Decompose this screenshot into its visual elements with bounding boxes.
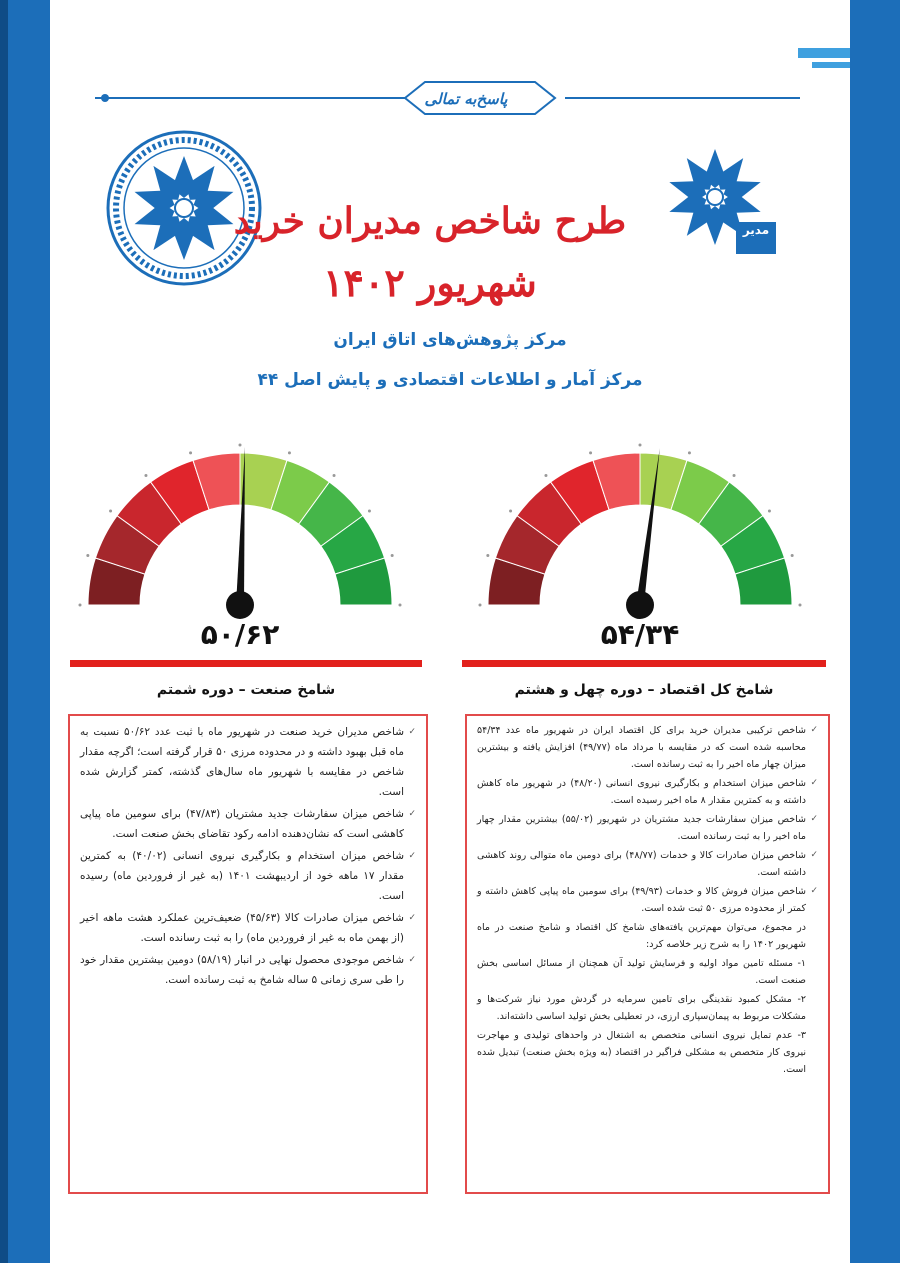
overall-pmi-value: ۵۴/۳۴ [600,618,680,651]
industry-gauge-tick [368,509,371,512]
overall-column-heading: شامخ کل اقتصاد – دوره چهل و هشتم [514,682,774,698]
organization-line-1: مرکز پژوهش‌های اتاق ایران [333,330,567,350]
organization-line-2: مرکز آمار و اطلاعات اقتصادی و پایش اصل ۴۴ [257,370,643,390]
logo-right-text: مدیر [736,222,776,254]
industry-finding: ✓ شاخص میزان استخدام و بکارگیری نیروی انسانی (۴۰/۰۲) به کمترین مقدار ۱۷ ماهه خود از اردیبهشت ۱۴۰۱ (به غیر از فروردین ماه) رسیده است. [80,846,416,906]
overall-gauge-tick [791,554,794,557]
overall-summary-item: ۲- مشکل کمبود نقدینگی برای تامین سرمایه در گردش مورد نیاز شرکت‌ها و مشکلات مربوط به پیمان‌سپاری ارزی، در تعطیلی بخش تولید اساسی داشته‌اند. [477,994,806,1022]
industry-gauge-tick [144,474,147,477]
industry-gauge-tick [288,451,291,454]
overall-divider [462,660,826,667]
overall-gauge-tick [639,444,642,447]
industry-gauge-tick [239,444,242,447]
industry-finding: ✓ شاخص میزان سفارشات جدید مشتریان (۴۷/۸۳) برای سومین ماه پیاپی کاهشی است که نشان‌دهنده ادامه رکود تقاضای بخش صنعت است. [80,804,416,844]
overall-finding: ✓ شاخص میزان صادرات کالا و خدمات (۴۸/۷۷) برای دومین ماه متوالی روند کاهشی داشته است. [477,847,818,881]
header-label: پاسخ‌به تمالی [424,90,508,108]
overall-gauge-tick [509,509,512,512]
overall-gauge-tick [589,451,592,454]
industry-findings-box [68,714,428,1194]
industry-pmi-value: ۵۰/۶۲ [200,618,280,651]
industry-gauge-tick [79,604,82,607]
overall-findings-box [465,714,830,1194]
overall-finding: ✓ شاخص ترکیبی مدیران خرید برای کل اقتصاد ایران در شهریور ماه عدد ۵۴/۳۴ محاسبه شده است که در مقایسه با مرداد ماه (۴۹/۷۷) افزایش یافته و بیشترین میزان چهار ماه اخیر را به ثبت رسانده است. [477,722,818,773]
overall-finding: ✓ شاخص میزان سفارشات جدید مشتریان در شهریور (۵۵/۰۲) بیشترین مقدار چهار ماه اخیر را به ثبت رسانده است. [477,811,818,845]
overall-summary-intro: در مجموع، می‌توان مهم‌ترین یافته‌های شامخ کل اقتصاد و شامخ صنعت در ماه شهریور ۱۴۰۲ را به شرح زیر خلاصه کرد: [477,922,806,950]
industry-gauge-tick [399,604,402,607]
overall-gauge-tick [486,554,489,557]
page-subtitle: شهریور ۱۴۰۲ [323,260,537,305]
right-margin-bar [850,0,900,1263]
industry-gauge-hub [226,591,254,619]
page-title: طرح شاخص مدیران خرید [233,200,627,242]
overall-finding: ✓ شاخص میزان استخدام و بکارگیری نیروی انسانی (۴۸/۲۰) در شهریور ماه کاهش داشته و به کمترین مقدار ۸ ماه اخیر رسیده است. [477,775,818,809]
industry-pmi-gauge [75,440,405,640]
overall-summary-item: ۱- مسئله تامین مواد اولیه و فرسایش تولید آن همچنان از مسائل اساسی بخش صنعت است. [477,958,806,986]
industry-gauge-tick [189,451,192,454]
overall-gauge-tick [688,451,691,454]
industry-finding: ✓ شاخص میزان صادرات کالا (۴۵/۶۳) ضعیف‌ترین عملکرد هشت ماهه اخیر (از بهمن ماه به غیر از فروردین ماه) را به ثبت رسانده است. [80,908,416,948]
overall-gauge-tick [544,474,547,477]
right-accent-strip [798,48,850,58]
industry-finding: ✓ شاخص موجودی محصول نهایی در انبار (۵۸/۱۹) دومین بیشترین مقدار خود را طی سری زمانی ۵ ساله شامخ به ثبت رسانده است. [80,950,416,990]
overall-gauge-tick [768,509,771,512]
industry-finding: ✓ شاخص مدیران خرید صنعت در شهریور ماه با ثبت عدد ۵۰/۶۲ نسبت به ماه قبل بهبود داشته و در محدوده مرزی ۵۰ قرار گرفته است؛ اگرچه مقدار شاخص در مقایسه با شهریور ماه سال‌های گذشته، کمتر گزارش شده است. [80,722,416,802]
overall-pmi-gauge [475,440,805,640]
industry-column-heading: شامخ صنعت – دوره شمتم [156,682,336,698]
industry-gauge-tick [86,554,89,557]
overall-summary-item: ۳- عدم تمایل نیروی انسانی متخصص به اشتغال در واحدهای تولیدی و مهاجرت نیروی کار متخصص به مشکلی فراگیر در اقتصاد (به ویژه بخش صنعت) تبدیل شده است. [477,1030,806,1075]
industry-gauge-tick [109,509,112,512]
industry-divider [70,660,422,667]
overall-gauge-tick [733,474,736,477]
left-edge-bar [0,0,8,1263]
overall-gauge-tick [799,604,802,607]
industry-gauge-tick [333,474,336,477]
industry-gauge-tick [391,554,394,557]
overall-gauge-tick [479,604,482,607]
overall-gauge-hub [626,591,654,619]
overall-finding: ✓ شاخص میزان فروش کالا و خدمات (۴۹/۹۳) برای سومین ماه پیاپی کاهش داشته و کمتر از محدوده مرزی ۵۰ ثبت شده است. [477,883,818,917]
